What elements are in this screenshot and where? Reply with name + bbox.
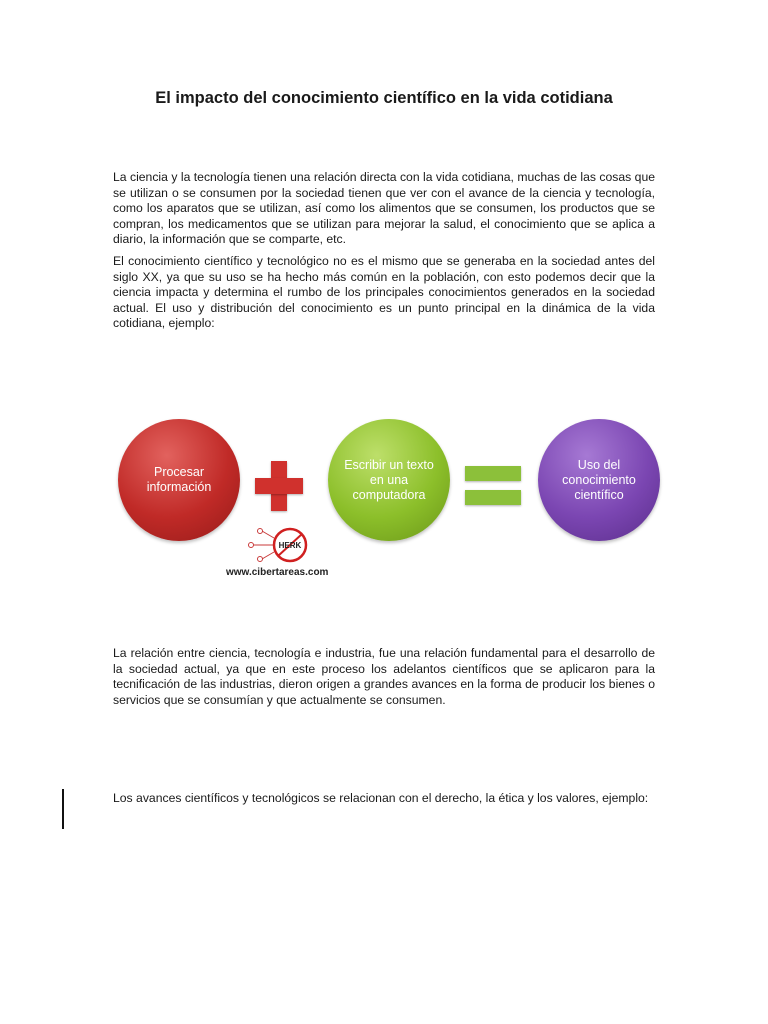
paragraph-industry: La relación entre ciencia, tecnología e industria, fue una relación fundamental para el desarrollo de la sociedad actual, ya que en este proceso los adelantos científicos que se aplicaron para la tecnificación de las industrias, dieron origen a grandes avances en la forma de producir los bienes o servicios que se consumían y que actualmente se consumen. xyxy=(113,646,655,707)
knowledge-diagram xyxy=(110,415,670,590)
website-label: www.cibertareas.com xyxy=(226,567,329,578)
herk-logo-icon xyxy=(248,525,318,565)
circle-write-text-label: Escribir un texto en una computadora xyxy=(344,457,434,502)
paragraph-advances xyxy=(113,791,655,807)
equals-icon-bar xyxy=(465,490,521,505)
paragraph-intro: La ciencia y la tecnología tienen una relación directa con la vida cotidiana, muchas de las cosas que se utilizan o se consumen por la sociedad tienen que ver con el avance de la ciencia y tecnología, como los aparatos que se utilizan, así como los alimentos que se consumen, los productos que se compran, los medicamentos que se utilizan para mejorar la salud, el conocimiento que se aplica a diario, la información que se comparte, etc. xyxy=(113,170,655,247)
paragraph-advances-start: Los xyxy=(113,791,137,805)
paragraph-advances-rest: avances científicos y tecnológicos se relacionan con el derecho, la ética y los valores, ejemplo: xyxy=(136,791,649,805)
circle-process-information-label: Procesar información xyxy=(146,465,212,494)
paragraph-knowledge: El conocimiento científico y tecnológico no es el mismo que se generaba en la sociedad antes del siglo XX, ya que su uso se ha hecho más común en la población, con esto podemos decir que la ciencia impacta y determina el rumbo de los principales conocimientos generados en la sociedad actual. El uso y distribución del conocimiento es un punto principal en la dinámica de la vida cotidiana, ejemplo: xyxy=(113,254,655,331)
equals-icon xyxy=(465,466,521,481)
circle-use-knowledge-label: Uso del conocimiento científico xyxy=(562,457,636,502)
plus-icon-bar xyxy=(255,478,303,494)
circle-use-knowledge xyxy=(538,419,660,541)
margin-mark xyxy=(62,789,64,829)
document-title: El impacto del conocimiento científico en la vida cotidiana xyxy=(155,89,613,107)
circle-write-text xyxy=(328,419,450,541)
herk-logo-text: HERK xyxy=(278,541,302,550)
circle-process-information xyxy=(118,419,240,541)
